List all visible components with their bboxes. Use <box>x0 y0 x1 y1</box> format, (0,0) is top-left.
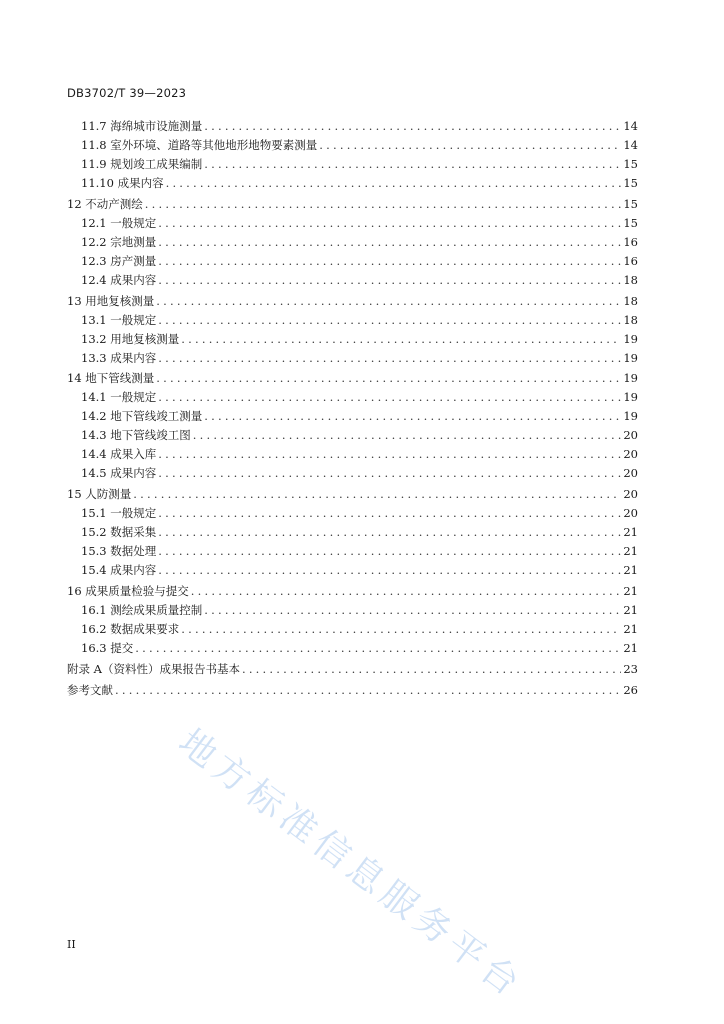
toc-leader-dots <box>158 252 621 271</box>
toc-leader-dots <box>158 561 621 580</box>
toc-entry-number: 13.1 <box>81 312 107 327</box>
toc-entry-number: 11.8 <box>81 138 107 152</box>
toc-entry[interactable] <box>67 271 638 290</box>
toc-entry[interactable] <box>67 523 638 542</box>
toc-entry-number: 16 <box>67 583 82 598</box>
toc-entry[interactable] <box>67 388 638 407</box>
toc-entry-title <box>67 681 115 700</box>
toc-entry-title <box>81 252 158 271</box>
toc-leader-dots <box>191 582 622 601</box>
toc-entry-text: 规划竣工成果编制 <box>110 157 203 171</box>
toc-entry-number: 11.9 <box>81 157 107 171</box>
toc-entry-title <box>81 542 158 561</box>
toc-entry-title <box>81 504 158 523</box>
toc-entry-title <box>81 407 204 426</box>
toc-entry-page: 21 <box>623 563 638 578</box>
toc-entry[interactable] <box>67 426 638 445</box>
toc-entry-text: 参考文献 <box>67 682 113 697</box>
toc-entry-title <box>81 271 158 290</box>
toc-entry-page: 15 <box>623 176 638 190</box>
toc-entry-text: 一般规定 <box>110 506 157 521</box>
toc-entry-page: 21 <box>623 525 638 540</box>
toc-entry-title <box>67 292 156 311</box>
toc-entry-number: 15 <box>67 487 82 502</box>
toc-entry-page: 23 <box>623 661 638 676</box>
toc-leader-dots <box>158 233 621 252</box>
toc-entry-number: 12.3 <box>81 253 107 268</box>
toc-leader-dots <box>158 504 621 523</box>
toc-entry-page: 18 <box>623 293 638 308</box>
toc-entry-text: 成果内容 <box>110 350 157 365</box>
toc-entry-number: 14 <box>67 371 82 386</box>
toc-entry-page: 19 <box>623 331 638 346</box>
toc-entry[interactable] <box>67 233 638 252</box>
toc-leader-dots <box>135 639 621 658</box>
toc-leader-dots <box>242 660 621 679</box>
toc-entry-title <box>81 464 158 483</box>
toc-leader-dots <box>204 601 621 620</box>
toc-entry-number: 12.4 <box>81 272 107 287</box>
toc-entry-page: 15 <box>623 157 638 171</box>
toc-entry-page: 16 <box>623 253 638 268</box>
toc-entry-number: 16.3 <box>81 640 107 655</box>
toc-entry-title <box>81 174 166 193</box>
toc-entry-text: 人防测量 <box>85 487 132 502</box>
toc-entry-text: 房产测量 <box>110 253 157 268</box>
toc-entry-number: 12.1 <box>81 215 107 230</box>
toc-entry-page: 20 <box>623 506 638 521</box>
toc-leader-dots <box>204 117 621 136</box>
toc-entry-number: 14.3 <box>81 428 107 443</box>
toc-entry-number: 12.2 <box>81 234 107 249</box>
toc-entry[interactable] <box>67 369 638 388</box>
toc-entry-text: 成果内容 <box>110 563 157 578</box>
toc-entry-title <box>81 155 204 174</box>
toc-leader-dots <box>156 369 621 388</box>
toc-entry-title <box>67 485 133 504</box>
toc-entry[interactable] <box>67 407 638 426</box>
toc-entry-title <box>81 601 204 620</box>
toc-entry-number: 12 <box>67 196 82 211</box>
toc-entry-page: 14 <box>623 138 638 152</box>
toc-entry[interactable] <box>67 252 638 271</box>
toc-entry-number: 14.5 <box>81 466 107 481</box>
toc-entry[interactable] <box>67 311 638 330</box>
toc-leader-dots <box>158 464 621 483</box>
toc-entry-text: 一般规定 <box>110 312 157 327</box>
toc-entry-text: 数据成果要求 <box>110 621 180 636</box>
table-of-contents <box>67 117 638 700</box>
toc-entry[interactable] <box>67 445 638 464</box>
toc-entry[interactable] <box>67 214 638 233</box>
toc-entry-page: 18 <box>623 272 638 287</box>
toc-entry[interactable] <box>67 292 638 311</box>
toc-entry-text: 成果质量检验与提交 <box>85 583 189 598</box>
toc-leader-dots <box>204 155 621 174</box>
toc-entry-number: 15.2 <box>81 525 107 540</box>
toc-entry-text: 室外环境、道路等其他地形地物要素测量 <box>110 138 318 152</box>
toc-entry-title <box>81 214 158 233</box>
toc-entry-page: 19 <box>623 390 638 405</box>
toc-entry-page: 20 <box>623 447 638 462</box>
toc-entry-text: 成果入库 <box>110 447 157 462</box>
toc-leader-dots <box>156 292 621 311</box>
toc-entry-number: 16.1 <box>81 602 107 617</box>
toc-entry-page: 18 <box>623 312 638 327</box>
toc-entry-title <box>81 117 204 136</box>
toc-entry-text: 数据处理 <box>110 544 157 559</box>
toc-entry-page: 21 <box>623 544 638 559</box>
toc-entry-number: 13.2 <box>81 331 107 346</box>
toc-entry-title <box>81 136 319 155</box>
toc-entry-number: 16.2 <box>81 621 107 636</box>
toc-entry[interactable] <box>67 195 638 214</box>
toc-leader-dots <box>158 542 621 561</box>
toc-entry-text: 测绘成果质量控制 <box>110 602 203 617</box>
toc-entry[interactable] <box>67 349 638 368</box>
toc-entry[interactable] <box>67 504 638 523</box>
toc-entry-text: 地下管线竣工测量 <box>110 409 203 424</box>
toc-entry-text: 数据采集 <box>110 525 157 540</box>
toc-entry-page: 14 <box>623 119 638 133</box>
toc-entry-title <box>67 369 156 388</box>
toc-entry[interactable] <box>67 485 638 504</box>
toc-entry-page: 16 <box>623 234 638 249</box>
toc-leader-dots <box>204 407 621 426</box>
toc-leader-dots <box>115 681 621 700</box>
toc-entry-number: 13.3 <box>81 350 107 365</box>
toc-leader-dots <box>133 485 621 504</box>
toc-entry-title <box>81 388 158 407</box>
toc-entry-text: 海绵城市设施测量 <box>110 119 203 133</box>
toc-leader-dots <box>193 426 622 445</box>
toc-entry-number: 15.4 <box>81 563 107 578</box>
toc-leader-dots <box>181 330 621 349</box>
toc-entry-title <box>81 620 181 639</box>
toc-entry-text: 一般规定 <box>110 215 157 230</box>
toc-entry-page: 21 <box>623 583 638 598</box>
toc-entry-title <box>81 426 193 445</box>
toc-entry[interactable] <box>67 155 638 174</box>
toc-entry[interactable] <box>67 681 638 700</box>
toc-entry[interactable] <box>67 174 638 193</box>
toc-entry-page: 19 <box>623 371 638 386</box>
toc-entry[interactable] <box>67 582 638 601</box>
page-number: II <box>67 938 76 951</box>
toc-entry-page: 20 <box>623 466 638 481</box>
toc-leader-dots <box>145 195 622 214</box>
toc-entry[interactable] <box>67 464 638 483</box>
toc-entry[interactable] <box>67 136 638 155</box>
toc-entry-page: 19 <box>623 350 638 365</box>
toc-entry-title <box>81 349 158 368</box>
toc-entry[interactable] <box>67 561 638 580</box>
toc-entry-text: 地下管线竣工图 <box>110 428 191 443</box>
toc-entry-text: 一般规定 <box>110 390 157 405</box>
watermark-text: 地方标准信息服务平台 <box>170 721 531 1008</box>
toc-entry[interactable] <box>67 620 638 639</box>
toc-leader-dots <box>158 214 621 233</box>
toc-entry-title <box>81 561 158 580</box>
toc-entry-number: 15.1 <box>81 506 107 521</box>
toc-entry-title <box>67 195 145 214</box>
toc-leader-dots <box>319 136 621 155</box>
toc-entry-title <box>81 311 158 330</box>
toc-entry-number: 14.1 <box>81 390 107 405</box>
toc-entry-number: 11.7 <box>81 119 107 133</box>
toc-entry-text: 地下管线测量 <box>85 371 155 386</box>
toc-entry-page: 19 <box>623 409 638 424</box>
toc-entry-text: 不动产测绘 <box>85 196 143 211</box>
toc-entry-page: 21 <box>623 602 638 617</box>
toc-entry-page: 20 <box>623 428 638 443</box>
toc-leader-dots <box>158 311 621 330</box>
toc-leader-dots <box>181 620 621 639</box>
toc-entry-title <box>81 639 135 658</box>
toc-leader-dots <box>166 174 622 193</box>
toc-entry[interactable] <box>67 601 638 620</box>
toc-leader-dots <box>158 523 621 542</box>
toc-entry-title <box>81 523 158 542</box>
toc-entry[interactable] <box>67 542 638 561</box>
toc-entry[interactable] <box>67 330 638 349</box>
toc-leader-dots <box>158 388 621 407</box>
toc-entry-page: 26 <box>623 682 638 697</box>
toc-entry-title <box>81 330 181 349</box>
toc-entry[interactable] <box>67 117 638 136</box>
toc-entry[interactable] <box>67 660 638 679</box>
toc-entry-number: 11.10 <box>81 176 114 190</box>
toc-entry-text: 宗地测量 <box>110 234 157 249</box>
toc-leader-dots <box>158 445 621 464</box>
toc-entry-number: 14.2 <box>81 409 107 424</box>
document-code: DB3702/T 39—2023 <box>67 86 187 100</box>
toc-entry-text: 附录 A（资料性）成果报告书基本 <box>67 661 240 676</box>
toc-entry-text: 提交 <box>110 640 134 655</box>
toc-entry-title <box>81 233 158 252</box>
toc-entry-text: 成果内容 <box>110 466 157 481</box>
toc-entry-page: 15 <box>623 196 638 211</box>
toc-entry-text: 用地复核测量 <box>110 331 180 346</box>
toc-entry-text: 成果内容 <box>117 176 164 190</box>
toc-leader-dots <box>158 271 621 290</box>
toc-entry[interactable] <box>67 639 638 658</box>
toc-entry-title <box>67 582 191 601</box>
toc-entry-number: 13 <box>67 293 82 308</box>
toc-entry-page: 20 <box>623 487 638 502</box>
toc-entry-title <box>81 445 158 464</box>
toc-entry-number: 14.4 <box>81 447 107 462</box>
toc-entry-page: 21 <box>623 621 638 636</box>
toc-entry-number: 15.3 <box>81 544 107 559</box>
toc-entry-page: 15 <box>623 215 638 230</box>
toc-entry-text: 成果内容 <box>110 272 157 287</box>
toc-entry-title <box>67 660 242 679</box>
toc-entry-text: 用地复核测量 <box>85 293 155 308</box>
toc-leader-dots <box>158 349 621 368</box>
toc-entry-page: 21 <box>623 640 638 655</box>
